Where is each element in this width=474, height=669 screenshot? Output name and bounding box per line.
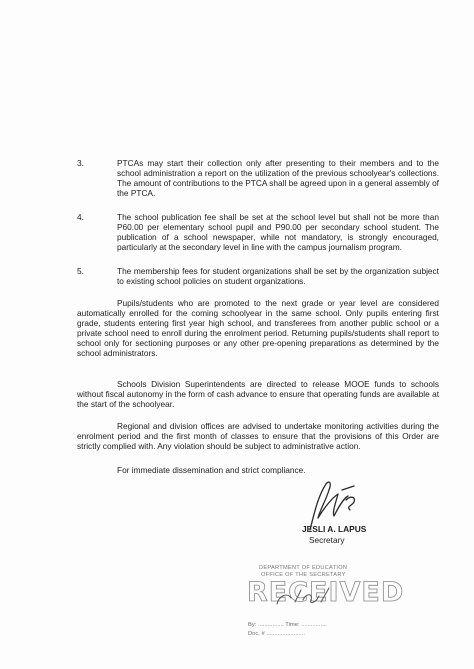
paragraph-mooe-funds: Schools Division Superintendents are directed to release MOOE funds to schools without fiscal autonomy in the form of cash advance to ensure that operating funds are available at the start of the schoolyear. — [77, 379, 439, 410]
stamp-office: OFFICE OF THE SECRETARY — [261, 572, 346, 578]
stamp-handwritten-date — [269, 582, 339, 610]
item-number-4: 4. — [77, 212, 84, 222]
stamp-received: RECEIVED — [247, 577, 405, 608]
stamp-department: DEPARTMENT OF EDUCATION — [259, 565, 348, 571]
item-number-5: 5. — [77, 266, 84, 276]
signatory-title: Secretary — [309, 535, 345, 545]
signatory-name: JESLI A. LAPUS — [302, 524, 367, 534]
stamp-doc-number: Doc. # ........................ — [248, 631, 306, 637]
item-text-3: PTCAs may start their collection only after presenting to their members and to the school administration a report on the utilization of the previous schoolyear's collections. The amount of contributions to the PTCA shall be agreed upon in a general assembly of the PTCA. — [117, 158, 439, 199]
paragraph-enrollment: Pupils/students who are promoted to the next grade or year level are considered automatically enrolled for the coming schoolyear in the same school. Only pupils entering first grade, students entering first year high school, and transferees from another public school or a private school need to enroll during the enrolment period. Returning pupils/students shall report to school only for sectioning purposes or any other pre-opening preparations as determined by the school administrators. — [77, 298, 439, 359]
received-stamp — [247, 562, 405, 644]
closing-line: For immediate dissemination and strict compliance. — [117, 465, 306, 475]
paragraph-monitoring: Regional and division offices are advised to undertake monitoring activities during the enrolment period and the first month of classes to ensure that the provisions of this Order are strictly complied with. Any violation should be subject to administrative action. — [77, 421, 439, 452]
item-number-3: 3. — [77, 158, 84, 168]
stamp-by-time: By: ................ Time: ................ — [248, 622, 327, 628]
item-text-4: The school publication fee shall be set at the school level but shall not be more than P60.00 per elementary school pupil and P90.00 per secondary school student. The publication of a school newspaper, while not mandatory, is strongly encouraged, particularly at the secondary level in line with the campus journalism program. — [117, 212, 439, 253]
item-text-5: The membership fees for student organizations shall be set by the organization subject to existing school policies on student organizations. — [117, 266, 439, 287]
